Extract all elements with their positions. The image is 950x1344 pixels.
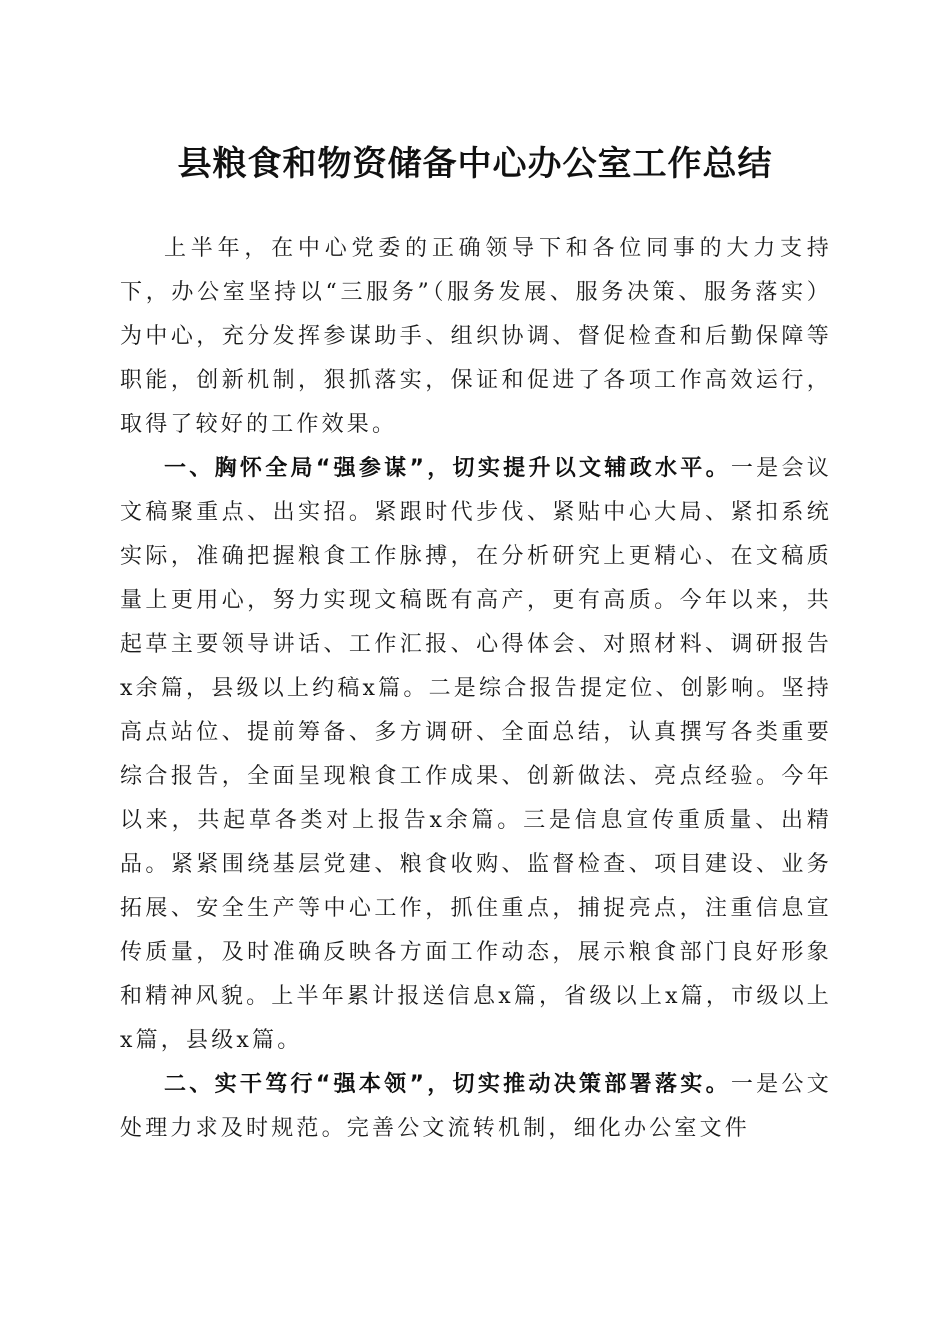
document-body [120,227,832,1151]
paragraph-text: 一是会议文稿聚重点、出实招。紧跟时代步伐、紧贴中心大局、紧扣系统实际，准确把握粮食工作脉搏，在分析研究上更精心、在文稿质量上更用心，努力实现文稿既有高产，更有高质。今年以来，共起草主要领导讲话、工作汇报、心得体会、对照材料、调研报告x余篇，县级以上约稿x篇。二是综合报告提定位、创影响。坚持高点站位、提前筹备、多方调研、全面总结，认真撰写各类重要综合报告，全面呈现粮食工作成果、创新做法、亮点经验。今年以来，共起草各类对上报告x余篇。三是信息宣传重质量、出精品。紧紧围绕基层党建、粮食收购、监督检查、项目建设、业务拓展、安全生产等中心工作，抓住重点，捕捉亮点，注重信息宣传质量，及时准确反映各方面工作动态，展示粮食部门良好形象和精神风貌。上半年累计报送信息x篇，省级以上x篇，市级以上x篇，县级x篇。 [120,456,832,1053]
section-two-paragraph [120,1063,832,1151]
section-two-heading: 二、实干笃行“强本领”，切实推动决策部署落实。 [164,1072,731,1097]
paragraph-text: 一是公文处理力求及时规范。完善公文流转机制，细化办公室文件 [120,1072,832,1141]
document-title: 县粮食和物资储备中心办公室工作总结 [177,144,773,184]
section-one-heading: 一、胸怀全局“强参谋”，切实提升以文辅政水平。 [164,456,731,481]
intro-paragraph [120,227,832,447]
section-one-paragraph [120,447,832,1063]
paragraph-text: 上半年，在中心党委的正确领导下和各位同事的大力支持下，办公室坚持以“三服务”（服务发展、服务决策、服务落实）为中心，充分发挥参谋助手、组织协调、督促检查和后勤保障等职能，创新机制，狠抓落实，保证和促进了各项工作高效运行，取得了较好的工作效果。 [120,236,832,437]
